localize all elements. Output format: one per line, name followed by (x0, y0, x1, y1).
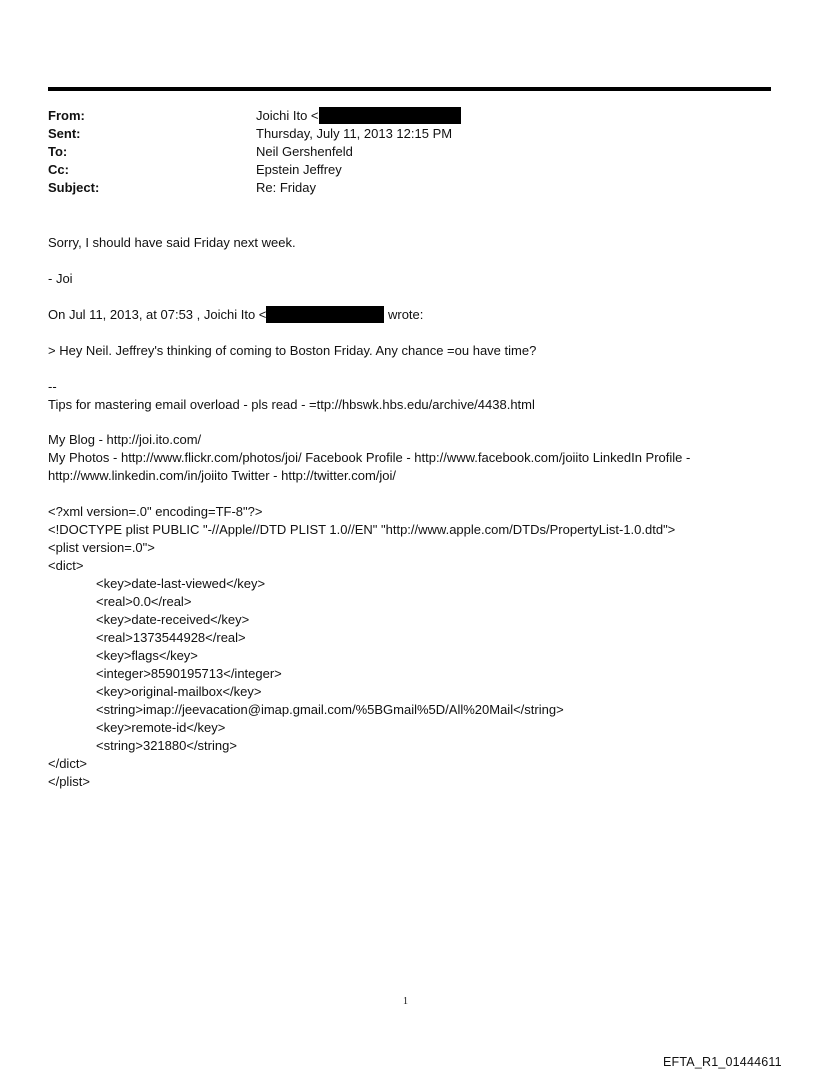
plist-entry: <key>remote-id</key> (96, 720, 226, 735)
quote-intro-suffix: wrote: (384, 307, 424, 322)
plist-entry: <real>1373544928</real> (96, 630, 246, 645)
redaction-box (266, 306, 384, 323)
bates-number: EFTA_R1_01444611 (663, 1055, 782, 1069)
signature-blog: My Blog - http://joi.ito.com/ (48, 432, 202, 447)
signoff: - Joi (48, 271, 73, 286)
plist-entry: <key>original-mailbox</key> (96, 684, 262, 699)
body-line: Sorry, I should have said Friday next week. (48, 235, 296, 250)
plist-entry: <string>321880</string> (96, 738, 237, 753)
plist-close: </plist> (48, 774, 90, 789)
to-label: To: (48, 144, 68, 159)
sent-label: Sent: (48, 126, 81, 141)
plist-entry: <key>flags</key> (96, 648, 198, 663)
plist-entry: <key>date-received</key> (96, 612, 250, 627)
plist-entry: <integer>8590195713</integer> (96, 666, 282, 681)
dict-close: </dict> (48, 756, 88, 771)
dict-open: <dict> (48, 558, 84, 573)
page-number: 1 (403, 996, 408, 1007)
xml-declaration: <?xml version=.0" encoding=TF-8"?> (48, 504, 263, 519)
doctype-line: <!DOCTYPE plist PUBLIC "-//Apple//DTD PLIST 1.0//EN" "http://www.apple.com/DTDs/PropertyList-1.0.dtd"> (48, 522, 676, 537)
quote-intro-text: On Jul 11, 2013, at 07:53 , Joichi Ito < (48, 307, 267, 322)
plist-entry: <key>date-last-viewed</key> (96, 576, 266, 591)
to-value: Neil Gershenfeld (256, 144, 353, 159)
plist-entry: <real>0.0</real> (96, 594, 192, 609)
signature-tips: Tips for mastering email overload - pls read - =ttp://hbswk.hbs.edu/archive/4438.html (48, 397, 535, 412)
signature-separator: -- (48, 379, 57, 394)
header-rule (48, 87, 771, 91)
sent-value: Thursday, July 11, 2013 12:15 PM (256, 126, 453, 141)
plist-open: <plist version=.0"> (48, 540, 155, 555)
cc-value: Epstein Jeffrey (256, 162, 342, 177)
redaction-box (319, 107, 461, 124)
from-name: Joichi Ito < (256, 108, 319, 123)
quoted-text: > Hey Neil. Jeffrey's thinking of coming to Boston Friday. Any chance =ou have time? (48, 343, 537, 358)
signature-linkedin: http://www.linkedin.com/in/joiito Twitter - http://twitter.com/joi/ (48, 468, 396, 483)
quote-intro (48, 306, 423, 324)
signature-photos: My Photos - http://www.flickr.com/photos/joi/ Facebook Profile - http://www.facebook.com/joiito LinkedIn Profile - (48, 450, 691, 465)
cc-label: Cc: (48, 162, 69, 177)
subject-value: Re: Friday (256, 180, 316, 195)
subject-label: Subject: (48, 180, 100, 195)
from-value (256, 107, 461, 125)
from-label: From: (48, 108, 85, 123)
plist-entry: <string>imap://jeevacation@imap.gmail.com/%5BGmail%5D/All%20Mail</string> (96, 702, 564, 717)
